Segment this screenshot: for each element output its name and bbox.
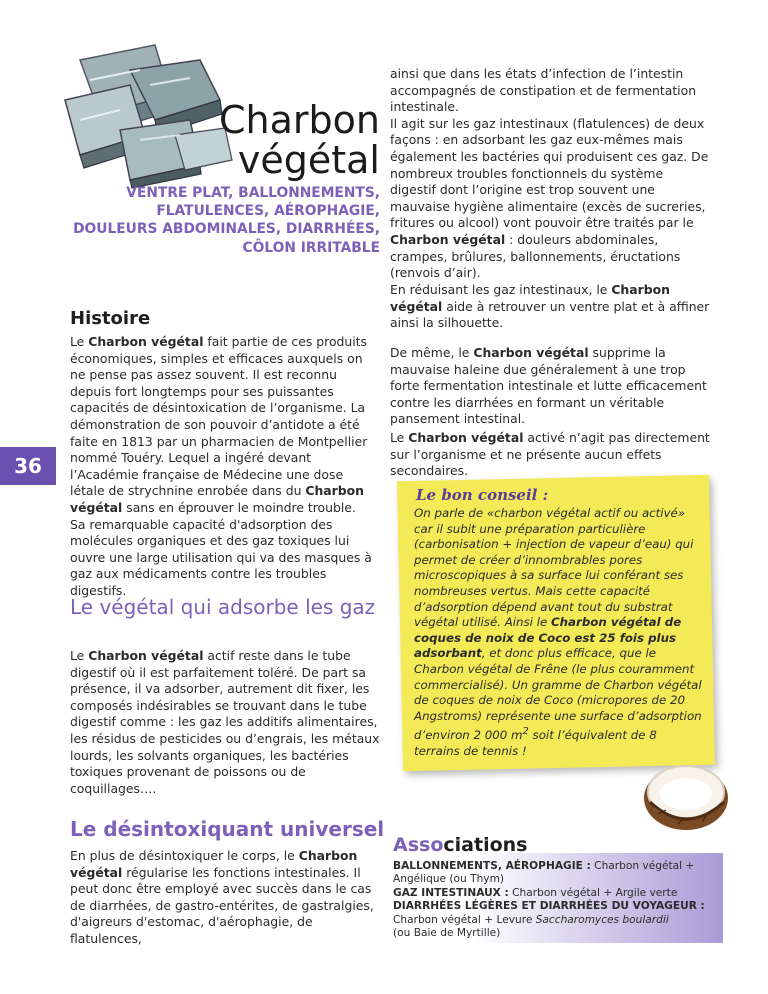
right-paragraph-3	[390, 345, 710, 428]
association-line-1b: Angélique (ou Thym)	[393, 873, 505, 885]
association-value: Charbon végétal +	[590, 860, 695, 872]
text-run: supprime la mauvaise haleine due généralement à une trop forte fermentation intestinale et lutte efficacement contre les diarrhées en formant un véritable pansement intestinal.	[390, 345, 707, 427]
tip-title: Le bon conseil :	[416, 486, 549, 504]
right-text-block-1	[390, 66, 710, 282]
right-text-block-2	[390, 282, 710, 332]
vegetal-paragraph	[70, 648, 380, 797]
association-value-italic: Saccharomyces boulardii	[535, 914, 669, 926]
association-line-4	[393, 914, 723, 927]
text-run: Le	[70, 648, 89, 663]
text-run: fait partie de ces produits économiques, simples et efficaces auxquels on ne pense pas assez souvent. Il est reconnu depuis fort longtemps pour ses puissantes capacités de désintoxication de l’organisme. La démonstration de son pouvoir d’antidote a été faite en 1813 par un pharmacien de Montpellier nommé Touéry. Lequel a ingéré devant l’Académie française de Médecine une dose létale de strychnine enrobée dans du	[70, 334, 368, 499]
text-run: Il agit sur les gaz intestinaux (flatulences) de deux façons : en adsorbant les gaz eux-mêmes mais également les bactéries qui produisent ces gaz. De nombreux troubles fonctionnels du système digestif dont l’origine est trop souvent une mauvaise hygiène alimentaire (excès de sucreries, fritures ou alcool) vont pouvoir être traités par le	[390, 115, 709, 231]
page-title-line1: Charbon	[219, 98, 380, 142]
bold-run: Charbon végétal	[88, 648, 204, 663]
text-run: actif reste dans le tube digestif où il est parfaitement toléré. De part sa présence, il va adsorber, autrement dit fixer, les composés indésirables se trouvant dans le tube digestif comme : les gaz les additifs alimentaires, les résidus de pesticides ou d’engrais, les métaux lourds, les solvants organiques, les bactéries toxiques provenant de poissons ou de coquillages….	[70, 648, 380, 796]
bold-run: Charbon végétal	[70, 483, 364, 515]
bold-run: Charbon végétal	[88, 334, 204, 349]
text-run: , et donc plus efficace, que le Charbon végétal de Frêne (le plus couramment commercialisé). Un gramme de Charbon végétal de coques de noix de Coco (micropores de 20 Angstroms) représente une surface d’adsorption d’environ 2 000 m	[414, 646, 702, 743]
association-value: Charbon végétal + Levure	[393, 914, 536, 926]
section-heading-vegetal: Le végétal qui adsorbe les gaz	[70, 595, 376, 619]
text-run: De même, le	[390, 345, 474, 360]
text-run: sans en éprouver le moindre trouble.	[122, 499, 356, 515]
right-paragraph-1b	[390, 116, 710, 282]
association-label: GAZ INTESTINAUX :	[393, 887, 509, 899]
association-value: Charbon végétal + Argile verte	[508, 887, 678, 899]
histoire-paragraph-2: Sa remarquable capacité d'adsorption des molécules organiques et des gaz toxiques lui ouvre une large utilisation qui va des masques à gaz aux médicaments contre les troubles digestifs.	[70, 516, 372, 598]
text-run: Le	[390, 430, 409, 445]
right-paragraph-1a: ainsi que dans les états d’infection de l’intestin accompagnés de constipation et de fermentation intestinale.	[390, 66, 697, 115]
superscript: 2	[522, 726, 529, 738]
section-heading-associations	[393, 834, 527, 856]
section-heading-desintox: Le désintoxiquant universel	[70, 817, 385, 841]
bold-run: végétal	[390, 298, 443, 314]
association-label: DIARRHÉES LÉGÈRES ET DIARRHÉES DU VOYAGEUR :	[393, 900, 705, 912]
right-text-block-3	[390, 345, 710, 428]
text-run: En réduisant les gaz intestinaux, le	[390, 282, 612, 297]
text-run: Le	[70, 334, 89, 349]
text-run: On parle de «charbon végétal actif ou activé» car il subit une préparation particulière (carbonisation + injection de vapeur d’eau) qui permet de créer d’innombrables pores microscopiques à sa surface lui conférant ses nombreuses vertus. Mais cette capacité d’adsorption dépend avant tout du substrat végétal utilisé. Ainsi le	[414, 506, 694, 630]
right-text-block-4	[390, 430, 710, 480]
heading-part-dark: ciations	[443, 834, 528, 856]
right-paragraph-2	[390, 282, 710, 332]
bold-run: Charbon végétal	[70, 848, 358, 880]
association-line-1	[393, 860, 723, 873]
tip-text	[414, 506, 704, 759]
coconut-illustration	[638, 752, 738, 837]
association-label: BALLONNEMENTS, AÉROPHAGIE :	[393, 860, 591, 872]
association-line-5: (ou Baie de Myrtille)	[393, 927, 501, 939]
desintox-paragraph	[70, 848, 380, 948]
text-run: aide à retrouver un ventre plat et à affiner ainsi la silhouette.	[390, 298, 710, 331]
bold-run: Charbon végétal	[473, 345, 589, 360]
bold-run: Charbon végétal	[408, 430, 524, 445]
association-line-2	[393, 887, 723, 900]
bold-run: Charbon végétal	[390, 231, 506, 247]
bold-run: Charbon	[611, 282, 670, 297]
bold-run: Charbon végétal de coques de noix de Coco est 25 fois plus adsorbant	[414, 615, 682, 661]
page-subtitle: VENTRE PLAT, BALLONNEMENTS, FLATULENCES, AÉROPHAGIE, DOULEURS ABDOMINALES, DIARRHÉES, CÔLON IRRITABLE	[73, 185, 380, 256]
section-text-histoire	[70, 334, 380, 600]
text-run: soit l’équivalent de 8 terrains de tennis !	[414, 728, 657, 758]
text-run: En plus de désintoxiquer le corps, le	[70, 848, 299, 863]
page-number-badge: 36	[0, 447, 56, 485]
histoire-paragraph-1	[70, 334, 380, 517]
section-text-vegetal	[70, 648, 380, 797]
text-run: activé n’agit pas directement sur l’organisme et ne présente aucun effets secondaires.	[390, 430, 710, 479]
text-run: : douleurs abdominales, crampes, brûlures, ballonnements, éructations (renvois d’air).	[390, 231, 681, 281]
page-title-line2: végétal	[237, 138, 380, 182]
association-line-3	[393, 900, 723, 913]
section-heading-histoire: Histoire	[70, 308, 151, 329]
right-paragraph-4	[390, 430, 710, 480]
text-run: régularise les fonctions intestinales. Il peut donc être employé avec succès dans le cas de diarrhées, de gastro-entérites, de gastralgies, d'aigreurs d'estomac, d'aérophagie, de flatulences,	[70, 864, 374, 946]
section-text-desintox	[70, 848, 380, 948]
heading-part-purple: Asso	[393, 834, 444, 856]
